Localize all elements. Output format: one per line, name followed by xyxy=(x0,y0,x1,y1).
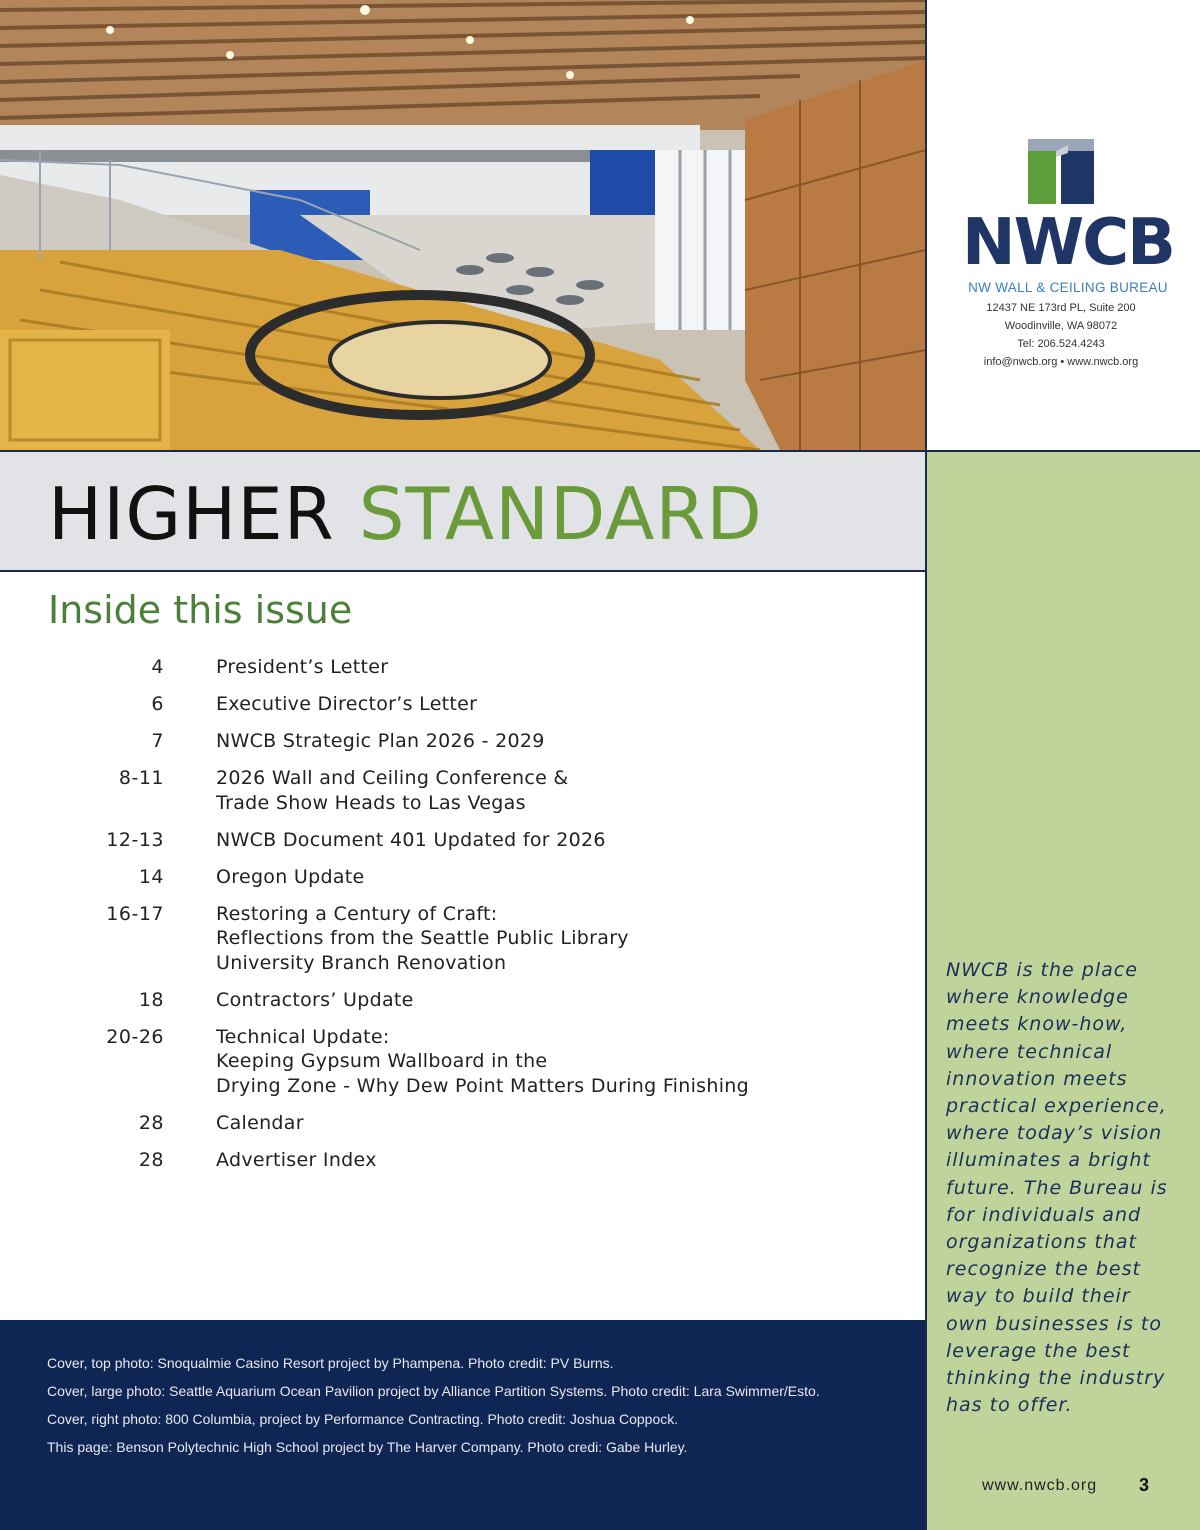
quote-line: practical experience, xyxy=(946,1095,1167,1118)
logo-subtitle: NW WALL & CEILING BUREAU xyxy=(968,280,1168,295)
quote-line: organizations that xyxy=(946,1231,1137,1254)
toc-title-line: Oregon Update xyxy=(216,865,365,888)
toc-title xyxy=(216,766,920,815)
page-number: 3 xyxy=(1139,1475,1150,1495)
toc-title-line: NWCB Strategic Plan 2026 - 2029 xyxy=(216,730,545,752)
toc-page-number: 18 xyxy=(138,988,164,1011)
toc-item xyxy=(0,902,920,976)
phone-line: Tel: 206.524.4243 xyxy=(1017,338,1105,350)
quote-line: where today’s vision xyxy=(946,1122,1163,1145)
toc-title-line: Advertiser Index xyxy=(216,1148,377,1171)
toc-page-number: 16-17 xyxy=(106,902,164,925)
photo-credits xyxy=(0,1320,925,1530)
toc-title-line: President’s Letter xyxy=(216,656,389,678)
title-word-1: HIGHER xyxy=(48,472,335,556)
toc-title-line: 2026 Wall and Ceiling Conference & xyxy=(216,767,569,789)
toc-title-line: Keeping Gypsum Wallboard in the xyxy=(216,1050,548,1072)
footer-website: www.nwcb.org xyxy=(982,1477,1098,1494)
quote-line: recognize the best xyxy=(946,1258,1141,1281)
interior-photo xyxy=(0,0,926,450)
toc-title-line: University Branch Renovation xyxy=(216,951,507,974)
toc-page-number: 4 xyxy=(151,656,164,678)
toc-title xyxy=(216,692,920,717)
toc-title xyxy=(216,1025,920,1099)
title-band xyxy=(0,450,925,572)
toc-title xyxy=(216,902,920,976)
title-word-2: STANDARD xyxy=(358,472,763,556)
toc-title xyxy=(216,1148,920,1173)
toc-title xyxy=(216,1111,920,1136)
credit-line: Cover, top photo: Snoqualmie Casino Resort project by Phampena. Photo credit: PV Burns. xyxy=(47,1355,614,1371)
toc-item xyxy=(0,865,920,890)
page-title xyxy=(48,474,763,554)
issue-heading: Inside this issue xyxy=(48,588,353,632)
toc-item xyxy=(0,766,920,815)
toc-item xyxy=(0,729,920,754)
toc-title-line: Executive Director’s Letter xyxy=(216,693,478,715)
logo-block xyxy=(927,0,1200,450)
toc-page-number: 28 xyxy=(138,1111,164,1134)
quote-line: where knowledge xyxy=(946,986,1129,1009)
nwcb-logo-icon xyxy=(1028,139,1094,204)
quote-line: way to build their xyxy=(946,1285,1131,1308)
toc-item xyxy=(0,988,920,1013)
address-line: 12437 NE 173rd PL, Suite 200 xyxy=(986,302,1136,314)
quote-line: thinking the industry xyxy=(946,1367,1166,1390)
toc-title-line: Technical Update: xyxy=(216,1025,390,1048)
toc-title xyxy=(216,655,920,680)
quote-line: for individuals and xyxy=(946,1203,1142,1226)
credit-line: Cover, right photo: 800 Columbia, project by Performance Contracting. Photo credit: Joshua Coppock. xyxy=(47,1411,679,1427)
toc-page-number: 8-11 xyxy=(118,767,164,789)
toc-page-number: 6 xyxy=(151,693,164,715)
table-of-contents xyxy=(0,655,920,1185)
toc-page-number: 7 xyxy=(151,730,164,752)
logo-wordmark: NWCB xyxy=(962,206,1174,280)
toc-title xyxy=(216,729,920,754)
toc-item xyxy=(0,1111,920,1136)
mission-quote xyxy=(946,957,1186,1419)
toc-title-line: Restoring a Century of Craft: xyxy=(216,902,498,925)
toc-title-line: Reflections from the Seattle Public Library xyxy=(216,927,629,949)
toc-title-line: Calendar xyxy=(216,1111,304,1134)
quote-line: innovation meets xyxy=(946,1067,1128,1090)
toc-page-number: 14 xyxy=(138,865,164,888)
quote-line: own businesses is to xyxy=(946,1312,1162,1335)
interior-photo-icon xyxy=(0,0,926,450)
toc-item xyxy=(0,692,920,717)
quote-line: NWCB is the place xyxy=(946,959,1138,981)
toc-title-line: Trade Show Heads to Las Vegas xyxy=(216,791,526,814)
quote-line: illuminates a bright xyxy=(946,1149,1151,1172)
toc-title xyxy=(216,865,920,890)
toc-page-number: 28 xyxy=(138,1148,164,1171)
sidebar xyxy=(927,450,1200,1530)
quote-line: leverage the best xyxy=(946,1339,1131,1362)
toc-item xyxy=(0,1148,920,1173)
toc-item xyxy=(0,1025,920,1099)
quote-line: future. The Bureau is xyxy=(946,1176,1168,1199)
toc-item xyxy=(0,655,920,680)
credit-line: Cover, large photo: Seattle Aquarium Ocean Pavilion project by Alliance Partition Systems. Photo credit: Lara Swimmer/Esto. xyxy=(47,1383,820,1399)
quote-line: has to offer. xyxy=(946,1394,1073,1417)
toc-page-number: 20-26 xyxy=(106,1025,164,1048)
contact-line: info@nwcb.org • www.nwcb.org xyxy=(983,356,1139,368)
quote-line: where technical xyxy=(946,1040,1113,1063)
toc-item xyxy=(0,828,920,853)
quote-line: meets know-how, xyxy=(946,1013,1128,1036)
toc-page-number: 12-13 xyxy=(106,828,164,851)
city-line: Woodinville, WA 98072 xyxy=(1004,320,1118,332)
toc-title-line: Contractors’ Update xyxy=(216,988,414,1011)
toc-title-line: NWCB Document 401 Updated for 2026 xyxy=(216,828,606,851)
toc-title-line: Drying Zone - Why Dew Point Matters During Finishing xyxy=(216,1074,749,1097)
toc-title xyxy=(216,828,920,853)
credit-line: This page: Benson Polytechnic High School project by The Harver Company. Photo credi: Gabe Hurley. xyxy=(47,1439,688,1455)
toc-title xyxy=(216,988,920,1013)
